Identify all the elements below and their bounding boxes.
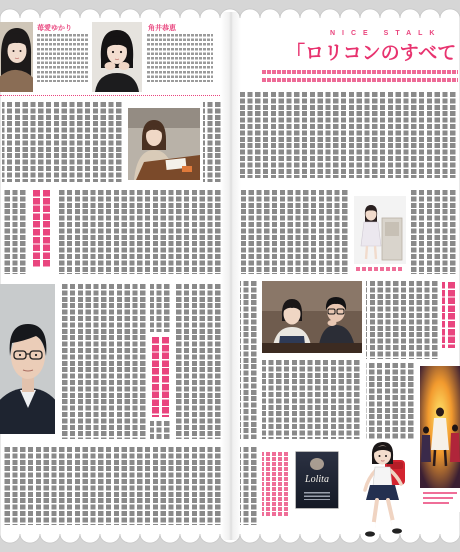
photo-man-with-glasses [0,284,55,434]
photo-woman-at-table [128,108,200,180]
book-title: Lolita [305,474,329,485]
profile-photo-1 [0,22,33,92]
article-body-text [240,190,350,274]
profile-photo-2 [92,22,142,92]
article-body-text [150,421,172,439]
photo-caption [356,267,404,271]
profile-name-1: 苺愛ゆかり [37,24,72,32]
article-body-text [240,281,259,439]
article-body-text [366,281,440,359]
article-lead-text [262,70,458,83]
article-title: 「ロリコンのすべて [286,42,457,64]
article-body-text [175,284,223,439]
article-body-text [2,190,28,274]
article-body-text [240,447,259,525]
article-body-text [410,190,458,274]
photo-two-interviewees [262,281,362,353]
article-body-text [366,363,416,439]
article-body-text [57,190,223,274]
book-cover-illustration [310,458,324,470]
pink-pull-quote [31,190,53,268]
pink-caption-text [262,452,290,516]
article-body-text [60,284,148,439]
profile-bio-text-2 [147,34,213,82]
article-body-text [150,284,172,332]
pink-pull-quote [150,337,172,417]
profile-name-2: 角井恭恵 [148,24,176,32]
schoolgirl-figure-image [356,438,416,542]
article-body-text [2,447,223,525]
center-gutter [221,12,241,540]
article-body-text [203,102,223,182]
pink-dotted-divider [0,95,220,96]
article-body-text [2,102,124,182]
article-body-text [262,360,362,439]
pink-pull-quote [442,282,458,348]
article-body-text [240,92,458,178]
photo-stage-scene [420,366,460,512]
profile-bio-text-1 [37,34,88,82]
book-cover-subtext [304,492,330,500]
series-label: NICE STALK [330,30,442,37]
schoolgirl-with-randoseru [365,442,405,537]
portrait-woman-1 [0,28,33,92]
photo-doll-figure [354,196,406,264]
book-cover-lolita [296,452,338,508]
